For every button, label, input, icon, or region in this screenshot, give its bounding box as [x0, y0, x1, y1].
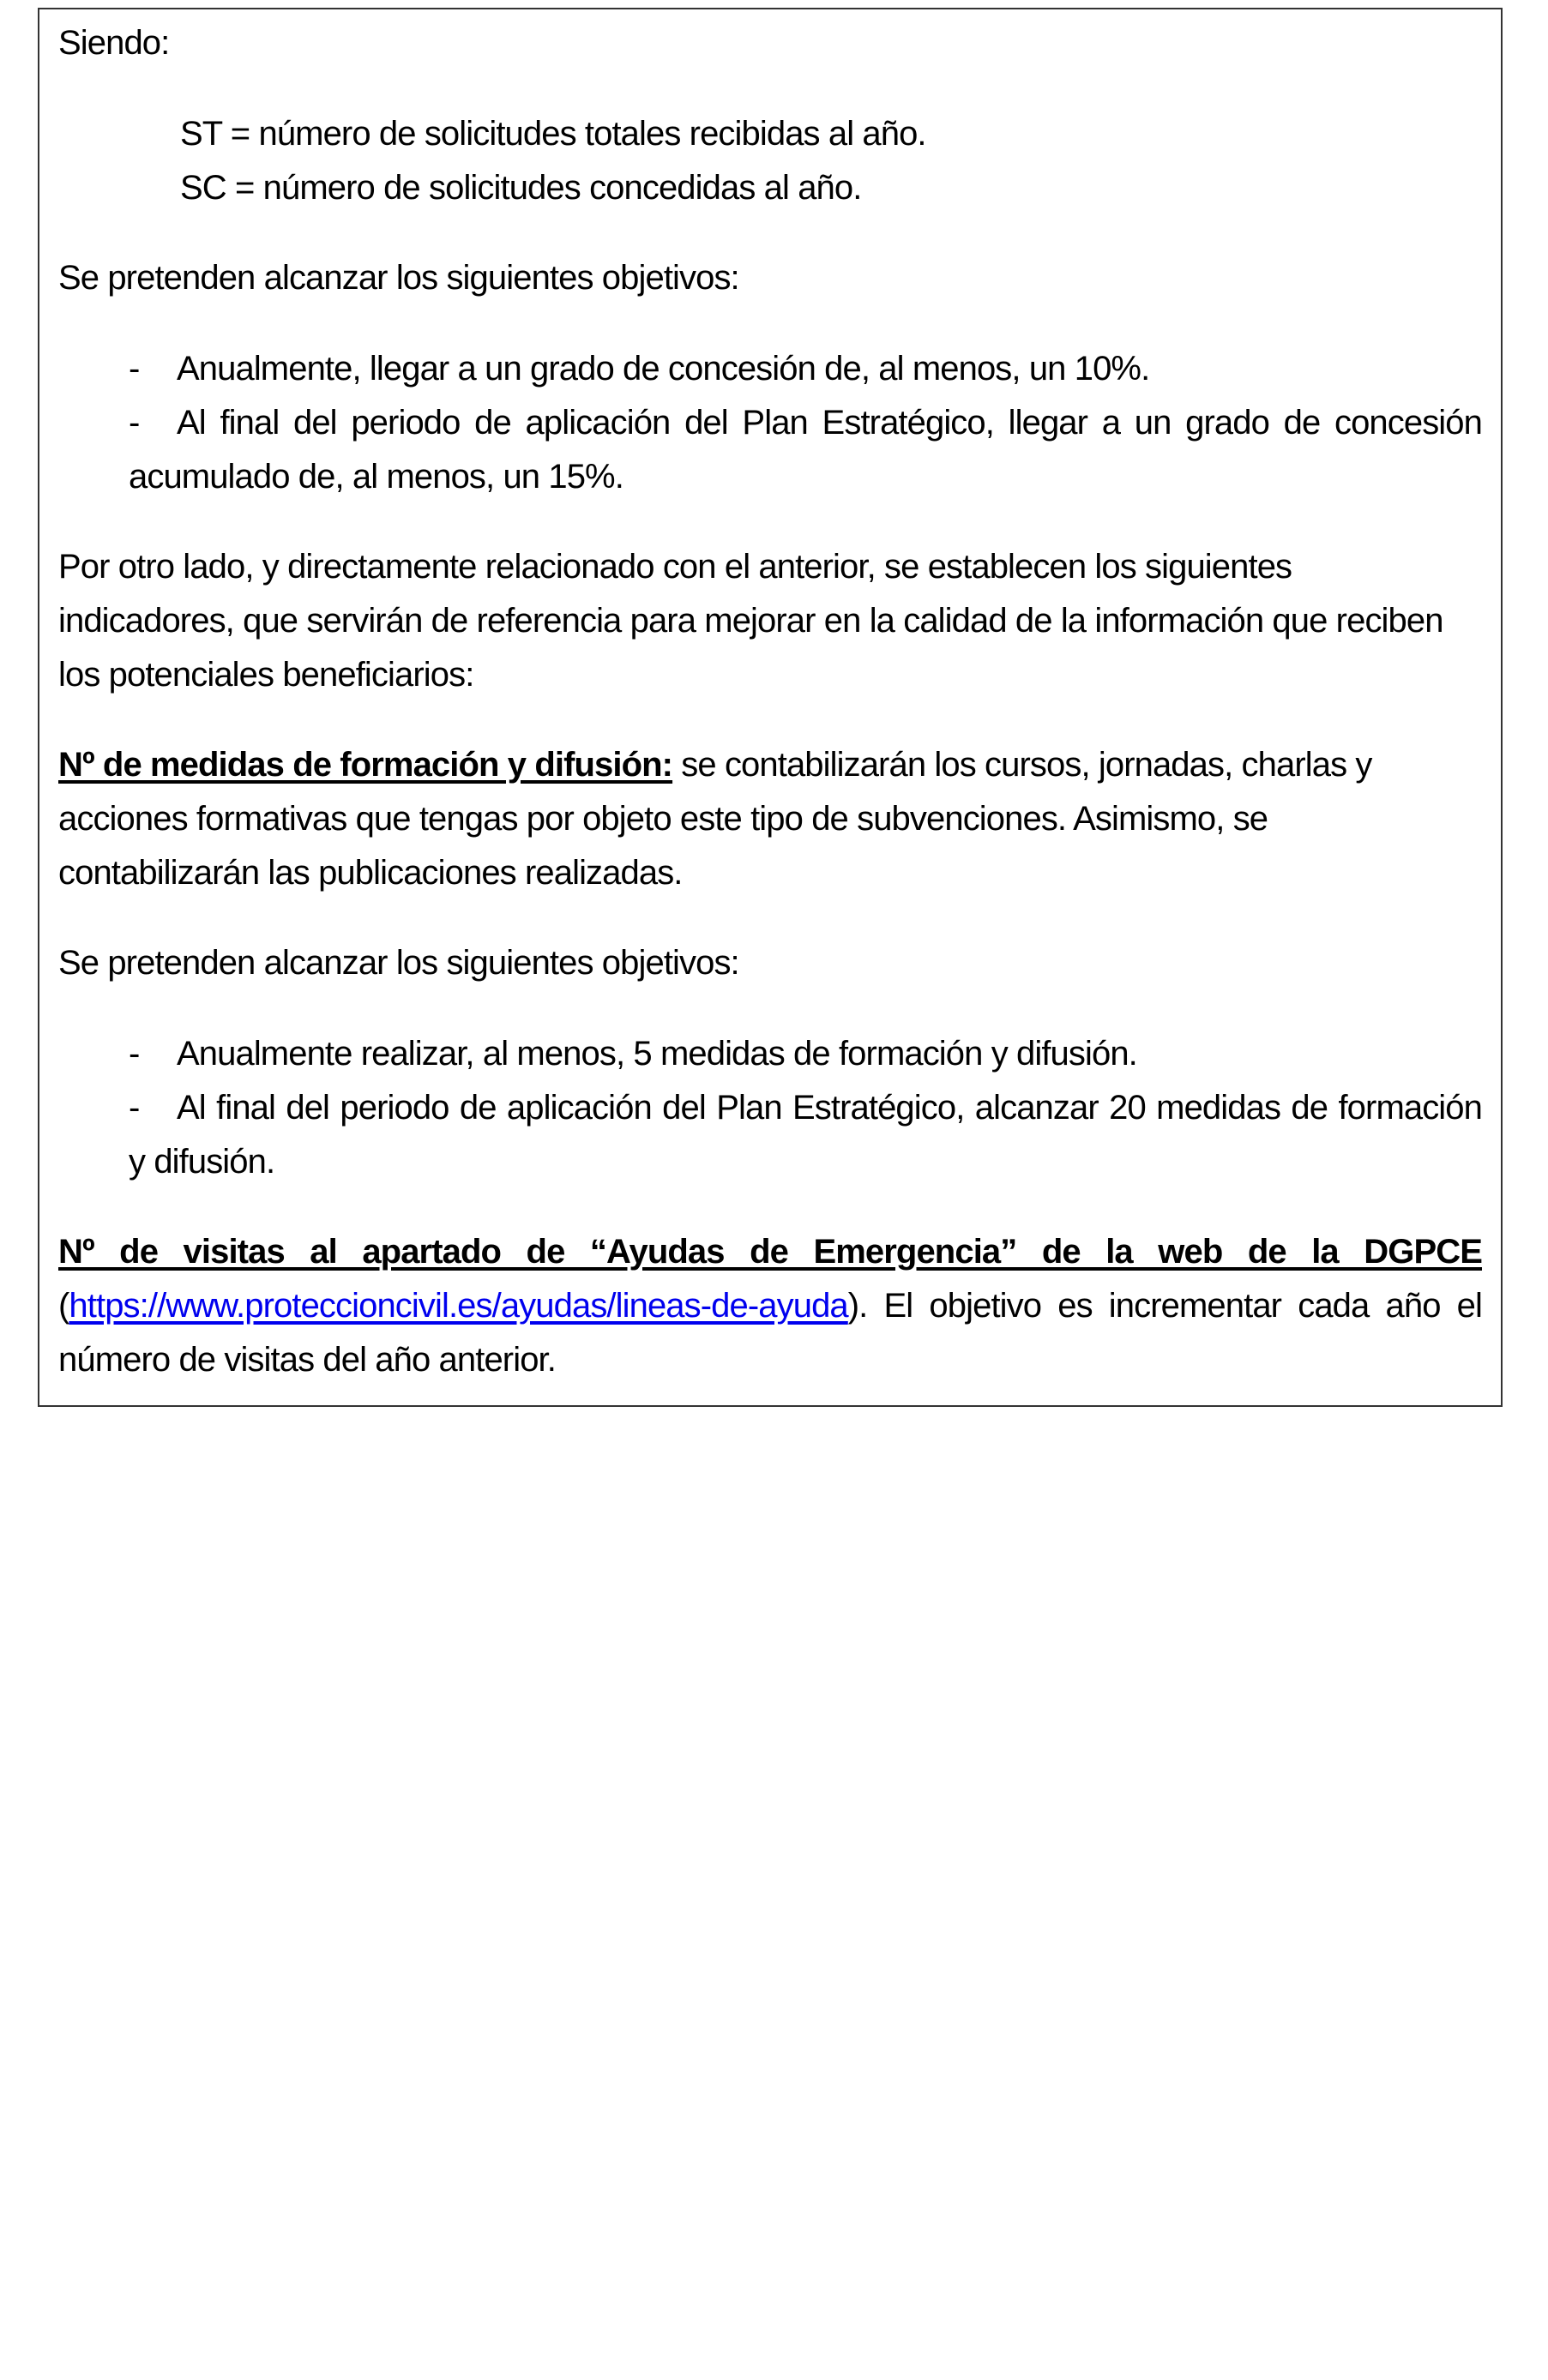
objective-1-item-1-text: Anualmente, llegar a un grado de concesión de, al menos, un 10%.	[177, 350, 1150, 388]
measures-paragraph-line-3: contabilizarán las publicaciones realizadas.	[58, 854, 683, 892]
document-frame	[38, 8, 1503, 1407]
indicators-paragraph-line-1: Por otro lado, y directamente relacionado con el anterior, se establecen los siguientes	[58, 548, 1292, 586]
objective-2-item-2-line-1: - Al final del periodo de aplicación del Plan Estratégico, alcanzar 20 medidas de formación	[129, 1081, 1482, 1135]
measures-line-1-rest: se contabilizarán los cursos, jornadas, charlas y	[672, 746, 1372, 784]
visits-line-3: número de visitas del año anterior.	[58, 1341, 556, 1379]
objective-2-item-1-text: Anualmente realizar, al menos, 5 medidas de formación y difusión.	[177, 1035, 1137, 1073]
siendo-label: Siendo:	[58, 24, 170, 62]
visits-heading: Nº de visitas al apartado de “Ayudas de Emergencia” de la web de la DGPCE	[58, 1233, 1482, 1271]
objective-1-item-2-line-1: - Al final del periodo de aplicación del Plan Estratégico, llegar a un grado de concesión	[129, 396, 1482, 450]
bullet-dash: -	[129, 350, 140, 388]
objective-2-item-2	[129, 1081, 1482, 1135]
bullet-dash: -	[129, 1035, 140, 1073]
dgpce-ayudas-link[interactable]: https://www.proteccioncivil.es/ayudas/lineas-de-ayuda	[69, 1287, 848, 1325]
objective-1-item-2	[129, 396, 1482, 450]
objective-2-item-1	[129, 1027, 1137, 1081]
visits-line-2: (https://www.proteccioncivil.es/ayudas/lineas-de-ayuda). El objetivo es incrementar cada año el	[58, 1287, 1482, 1325]
measures-paragraph-line-1	[58, 738, 1372, 792]
indicators-paragraph-line-3: los potenciales beneficiarios:	[58, 656, 474, 694]
objectives-intro-2: Se pretenden alcanzar los siguientes objetivos:	[58, 944, 739, 982]
visits-line-2-rest: ). El objetivo es incrementar cada año el	[847, 1287, 1482, 1325]
objective-1-item-1	[129, 342, 1149, 396]
measures-heading: Nº de medidas de formación y difusión:	[58, 746, 673, 784]
objective-1-item-2-line-2: acumulado de, al menos, un 15%.	[129, 458, 623, 496]
bullet-dash: -	[129, 1089, 140, 1127]
measures-paragraph-line-2: acciones formativas que tengas por objeto este tipo de subvenciones. Asimismo, se	[58, 800, 1268, 838]
objective-2-item-2-line-2: y difusión.	[129, 1143, 275, 1181]
definition-sc: SC = número de solicitudes concedidas al año.	[180, 169, 862, 207]
indicators-paragraph-line-2: indicadores, que servirán de referencia para mejorar en la calidad de la información que reciben	[58, 602, 1443, 640]
objectives-intro-1: Se pretenden alcanzar los siguientes objetivos:	[58, 259, 739, 297]
definition-st: ST = número de solicitudes totales recibidas al año.	[180, 115, 926, 153]
visits-heading-line	[58, 1225, 1482, 1279]
bullet-dash: -	[129, 404, 140, 442]
